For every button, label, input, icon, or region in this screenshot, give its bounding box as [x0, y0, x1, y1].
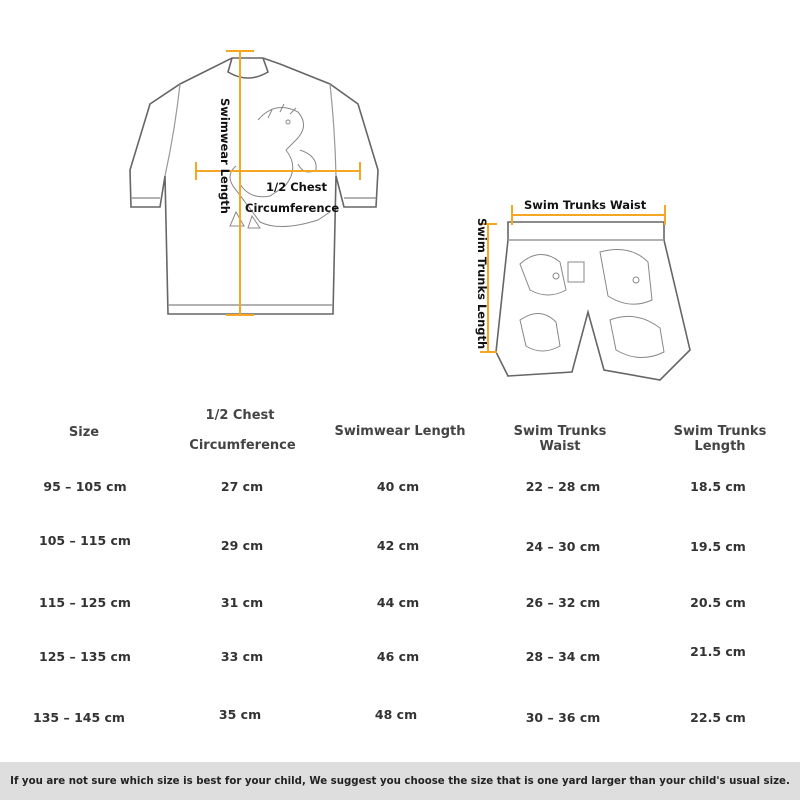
cell-chest: 31 cm [220, 595, 264, 610]
shirt-length-label: Swimwear Length [218, 98, 232, 214]
cell-swimwear-length: 42 cm [376, 538, 420, 553]
header-chest-line1: 1/2 Chest [205, 408, 275, 423]
cell-chest: 35 cm [218, 707, 262, 722]
cell-size: 135 – 145 cm [33, 710, 125, 725]
cell-swimwear-length: 46 cm [376, 649, 420, 664]
cell-trunks-waist: 26 – 32 cm [525, 595, 601, 610]
cell-chest: 27 cm [220, 479, 264, 494]
trunks-length-label: Swim Trunks Length [475, 218, 489, 350]
cell-trunks-waist: 30 – 36 cm [525, 710, 601, 725]
cell-swimwear-length: 44 cm [376, 595, 420, 610]
cell-trunks-waist: 22 – 28 cm [525, 479, 601, 494]
cell-trunks-waist: 28 – 34 cm [525, 649, 601, 664]
chest-label-line2: Circumference [245, 201, 340, 215]
cell-size: 95 – 105 cm [43, 479, 127, 494]
header-chest-line2: Circumference [189, 438, 296, 453]
footer-note-bar [0, 762, 800, 800]
trunks-waist-label: Swim Trunks Waist [524, 198, 647, 212]
header-waist-line2: Waist [539, 439, 581, 454]
swim-shirt-illustration [130, 58, 378, 314]
header-trunks-length-line2: Length [694, 439, 746, 454]
swim-trunks-illustration [496, 222, 690, 380]
cell-trunks-length: 18.5 cm [690, 479, 746, 494]
header-swimwear-length: Swimwear Length [334, 424, 466, 439]
cell-swimwear-length: 40 cm [376, 479, 420, 494]
cell-trunks-length: 19.5 cm [690, 539, 746, 554]
cell-size: 125 – 135 cm [39, 649, 131, 664]
cell-trunks-length: 22.5 cm [690, 710, 746, 725]
cell-size: 105 – 115 cm [39, 533, 131, 548]
cell-chest: 33 cm [220, 649, 264, 664]
cell-trunks-length: 21.5 cm [690, 644, 746, 659]
header-size: Size [68, 425, 100, 440]
header-trunks-length-line1: Swim Trunks [673, 424, 767, 439]
cell-swimwear-length: 48 cm [374, 707, 418, 722]
chest-label-line1: 1/2 Chest [266, 180, 327, 194]
header-waist-line1: Swim Trunks [513, 424, 607, 439]
footer-note: If you are not sure which size is best for your child, We suggest you choose the size that is one yard larger than your child's usual size. [10, 775, 790, 787]
cell-chest: 29 cm [220, 538, 264, 553]
cell-trunks-waist: 24 – 30 cm [525, 539, 601, 554]
cell-trunks-length: 20.5 cm [690, 595, 746, 610]
cell-size: 115 – 125 cm [39, 595, 131, 610]
